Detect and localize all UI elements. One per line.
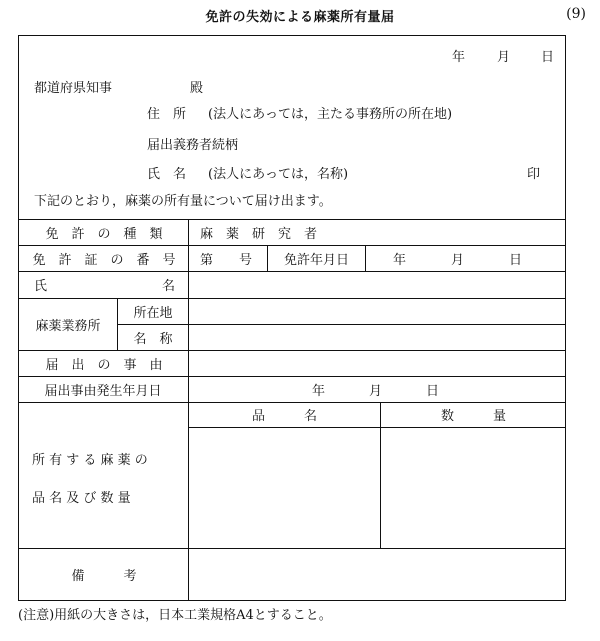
reason-year-label: 年 [312, 383, 326, 399]
quantity-header: 数 量 [440, 409, 506, 424]
date-month-label: 月 [497, 50, 511, 65]
reason-label: 届 出 の 事 由 [45, 357, 163, 373]
office-label: 麻薬業務所 [35, 318, 101, 334]
reason-date-label: 届出事由発生年月日 [44, 383, 162, 399]
form-number: (9) [566, 6, 586, 22]
name-label-first: 氏 [34, 279, 48, 294]
name-label-second: 名 [162, 279, 176, 294]
date-year-label: 年 [452, 50, 466, 65]
license-date-label: 免許年月日 [283, 252, 349, 268]
license-type-label: 免 許 の 種 類 [45, 226, 163, 242]
name-note: (法人にあっては，名称) [208, 167, 349, 182]
form-title: 免許の失効による麻薬所有量届 [205, 10, 395, 25]
footnote: (注意)用紙の大きさは，日本工業規格A4とすること。 [18, 608, 332, 623]
office-location-label: 所在地 [133, 305, 173, 321]
license-number-value: 第 号 [200, 252, 253, 268]
addressee-label: 都道府県知事 [34, 81, 113, 96]
item-name-header: 品 名 [251, 409, 317, 424]
address-note: (法人にあっては，主たる事務所の所在地) [208, 107, 453, 122]
license-number-label: 免 許 証 の 番 号 [32, 252, 176, 268]
narcotics-label-line-1: 所 有 す る 麻 薬 の [32, 453, 148, 468]
col-rule [365, 245, 366, 271]
license-month-label: 月 [451, 252, 465, 268]
statement-text: 下記のとおり，麻薬の所有量について届け出ます。 [34, 194, 332, 209]
row-rule [188, 427, 566, 428]
remarks-label: 備 考 [71, 569, 137, 584]
reporter-relation-label: 届出義務者続柄 [147, 138, 239, 153]
license-year-label: 年 [393, 252, 407, 268]
address-label: 住 所 [147, 107, 187, 122]
honorific-label: 殿 [190, 81, 204, 96]
name-label: 氏 名 [147, 167, 187, 182]
narcotics-label-line-2: 品 名 及 び 数 量 [32, 491, 131, 506]
license-day-label: 日 [509, 252, 523, 268]
row-rule [18, 271, 566, 272]
reason-day-label: 日 [426, 383, 440, 399]
seal-label: 印 [527, 167, 541, 182]
date-day-label: 日 [541, 50, 555, 65]
office-name-label: 名 称 [133, 331, 173, 347]
license-type-value: 麻 薬 研 究 者 [200, 226, 318, 242]
reason-month-label: 月 [369, 383, 383, 399]
